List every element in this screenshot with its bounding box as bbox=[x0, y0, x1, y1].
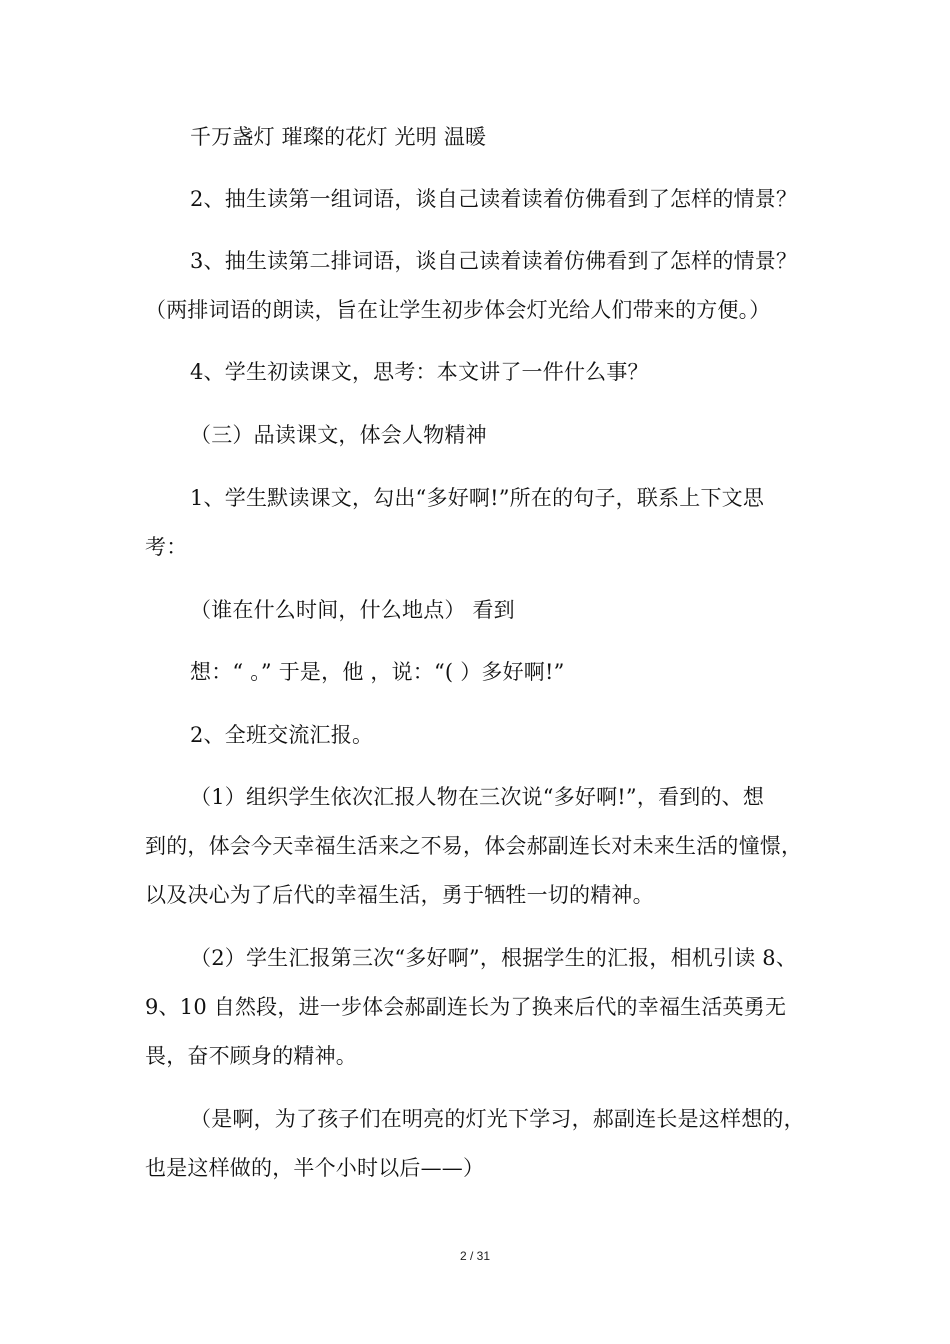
text-line: （谁在什么时间，什么地点） 看到 bbox=[190, 598, 515, 622]
text-line: 3、抽生读第二排词语，谈自己读着读着仿佛看到了怎样的情景？ bbox=[190, 249, 798, 273]
text-line: 想：“ 。” 于是，他 ，说：“( ）多好啊!” bbox=[190, 660, 565, 684]
text-line: 千万盏灯 璀璨的花灯 光明 温暖 bbox=[190, 125, 487, 149]
text-line: 考： bbox=[145, 535, 188, 559]
section-heading: （三）品读课文，体会人物精神 bbox=[190, 423, 487, 447]
text-line: 到的，体会今天幸福生活来之不易，体会郝副连长对未来生活的憧憬， bbox=[145, 834, 803, 858]
text-line: （两排词语的朗读，旨在让学生初步体会灯光给人们带来的方便。） bbox=[145, 298, 771, 322]
text-line: 1、学生默读课文，勾出“多好啊!”所在的句子，联系上下文思 bbox=[190, 486, 765, 510]
text-line: （1）组织学生依次汇报人物在三次说“多好啊!”，看到的、想 bbox=[190, 785, 765, 809]
text-line: （是啊，为了孩子们在明亮的灯光下学习，郝副连长是这样想的， bbox=[190, 1107, 805, 1131]
text-line: 2、全班交流汇报。 bbox=[190, 723, 374, 747]
text-line: 9、10 自然段，进一步体会郝副连长为了换来后代的幸福生活英勇无 bbox=[145, 995, 787, 1019]
text-line: （2）学生汇报第三次“多好啊”，根据学生的汇报，相机引读 8、 bbox=[190, 946, 798, 970]
text-line: 也是这样做的，半个小时以后——） bbox=[145, 1156, 485, 1180]
text-line: 2、抽生读第一组词语，谈自己读着读着仿佛看到了怎样的情景？ bbox=[190, 187, 798, 211]
text-line: 畏，奋不顾身的精神。 bbox=[145, 1044, 357, 1068]
text-line: 4、学生初读课文，思考：本文讲了一件什么事？ bbox=[190, 360, 649, 384]
text-line: 以及决心为了后代的幸福生活，勇于牺牲一切的精神。 bbox=[145, 883, 654, 907]
page-number: 2 / 31 bbox=[459, 1249, 491, 1263]
